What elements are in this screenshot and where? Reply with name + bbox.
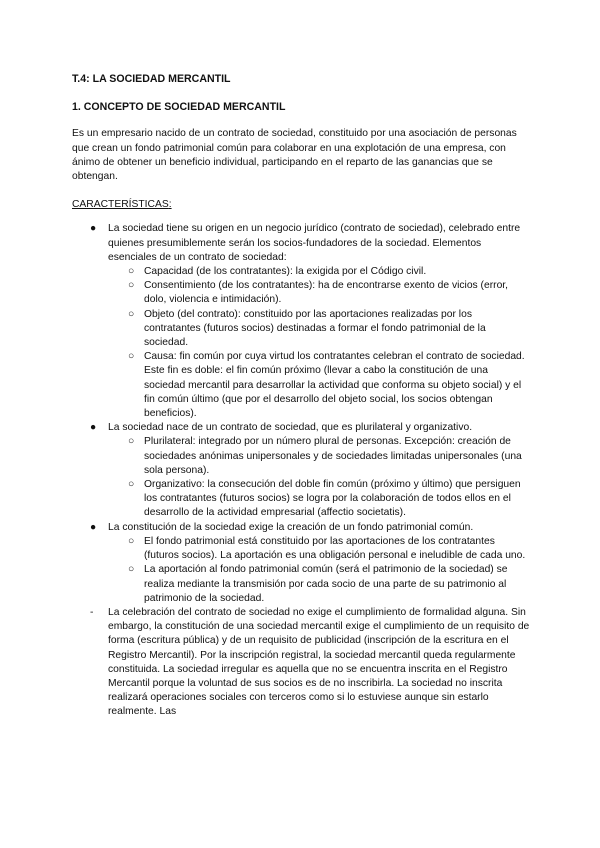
sub-item [108, 478, 530, 521]
sub-item [108, 265, 530, 279]
sub-item-text: Plurilateral: integrado por un número plural de personas. Excepción: creación de sociedades anónimas unipersonales y de sociedades limitadas unipersonales (una sola persona). [144, 436, 522, 476]
sub-item-text: Capacidad (de los contratantes): la exigida por el Código civil. [144, 266, 427, 278]
sub-list [108, 265, 530, 421]
characteristics-label: CARACTERÍSTICAS [72, 199, 169, 211]
sub-item [108, 435, 530, 478]
circle-bullet-icon: ○ [128, 564, 135, 576]
sub-list [108, 535, 530, 606]
circle-bullet-icon: ○ [128, 308, 135, 320]
bullet-icon: ● [90, 521, 97, 533]
sub-item-text: La aportación al fondo patrimonial común (será el patrimonio de la sociedad) se realiza mediante la transmisión por cada socio de una parte de su patrimonio al patrimonio de la sociedad. [144, 564, 508, 604]
dash-icon: - [90, 606, 94, 618]
sub-item [108, 563, 530, 606]
characteristic-text: La sociedad nace de un contrato de sociedad, que es plurilateral y organizativo. [108, 422, 473, 434]
intro-paragraph: Es un empresario nacido de un contrato de sociedad, constituido por una asociación de personas que crean un fondo patrimonial común para colaborar en una explotación de una empresa, con ánimo de obtener un beneficio individual, participando en el reparto de las ganancias que se obtengan. [72, 128, 517, 183]
sub-item-text: Objeto (del contrato): constituido por las aportaciones realizadas por los contratantes (futuros socios) destinadas a formar el fondo patrimonial de la sociedad. [144, 308, 486, 349]
characteristic-item [72, 521, 530, 606]
sub-item [108, 535, 530, 563]
characteristics-list [72, 222, 530, 719]
bullet-icon: ● [90, 223, 97, 235]
sub-item-text: El fondo patrimonial está constituido por las aportaciones de los contratantes (futuros socios). La aportación es una obligación personal e ineludible de cada uno. [144, 535, 526, 562]
characteristics-colon: : [168, 199, 172, 211]
dash-item-text: La celebración del contrato de sociedad no exige el cumplimiento de formalidad alguna. Sin embargo, la constitución de una sociedad mercantil exige el cumplimiento de un requisito de forma (escritura pública) y de un requisito de publicidad (inscripción de la escritura en el Registro Mercantil). Por la inscripción registral, la sociedad mercantil queda regularmente constituida. La sociedad irregular es aquella que no se encuentra inscrita en el Registro Mercantil porque la voluntad de sus socios es de no inscribirla. La sociedad no inscrita realizará operaciones sociales con terceros como si lo estuviese aunque sin estarlo realmente. Las [108, 606, 530, 718]
characteristic-text: La sociedad tiene su origen en un negocio jurídico (contrato de sociedad), celebrado entre quienes presumiblemente serán los socios-fundadores de la sociedad. Elementos esenciales de un contrato de sociedad: [108, 223, 521, 263]
section-heading: 1. CONCEPTO DE SOCIEDAD MERCANTIL [72, 101, 286, 114]
circle-bullet-icon: ○ [128, 266, 135, 278]
sub-item-text: Consentimiento (de los contratantes): ha de encontrarse exento de vicios (error, dolo, violencia e intimidación). [144, 280, 509, 306]
sub-list [108, 435, 530, 520]
characteristics-heading [72, 198, 530, 212]
bullet-icon: ● [90, 422, 97, 434]
sub-item [108, 308, 530, 351]
document-title: T.4: LA SOCIEDAD MERCANTIL [72, 73, 231, 85]
characteristic-text: La constitución de la sociedad exige la creación de un fondo patrimonial común. [108, 521, 474, 533]
circle-bullet-icon: ○ [128, 351, 135, 363]
characteristic-item [72, 421, 530, 520]
sub-item-text: Organizativo: la consecución del doble fin común (próximo y último) que persiguen los contratantes (futuros socios) se logra por la colaboración de todos ellos en el desarrollo de la actividad empresarial (affectio societatis). [144, 479, 521, 519]
characteristic-item [72, 222, 530, 421]
circle-bullet-icon: ○ [128, 436, 135, 448]
sub-item-text: Causa: fin común por cuya virtud los contratantes celebran el contrato de sociedad. Este fin es doble: el fin común próximo (llevar a cabo la constitución de una sociedad mercantil para desarrollar la actividad que conforma su objeto social) y el fin común último (que por el desarrollo del objeto social, los socios obtengan beneficios). [144, 351, 525, 420]
document-content [72, 72, 530, 720]
circle-bullet-icon: ○ [128, 535, 135, 547]
dash-item [72, 606, 530, 720]
sub-item [108, 350, 530, 421]
sub-item [108, 279, 530, 307]
circle-bullet-icon: ○ [128, 479, 135, 491]
circle-bullet-icon: ○ [128, 280, 135, 292]
